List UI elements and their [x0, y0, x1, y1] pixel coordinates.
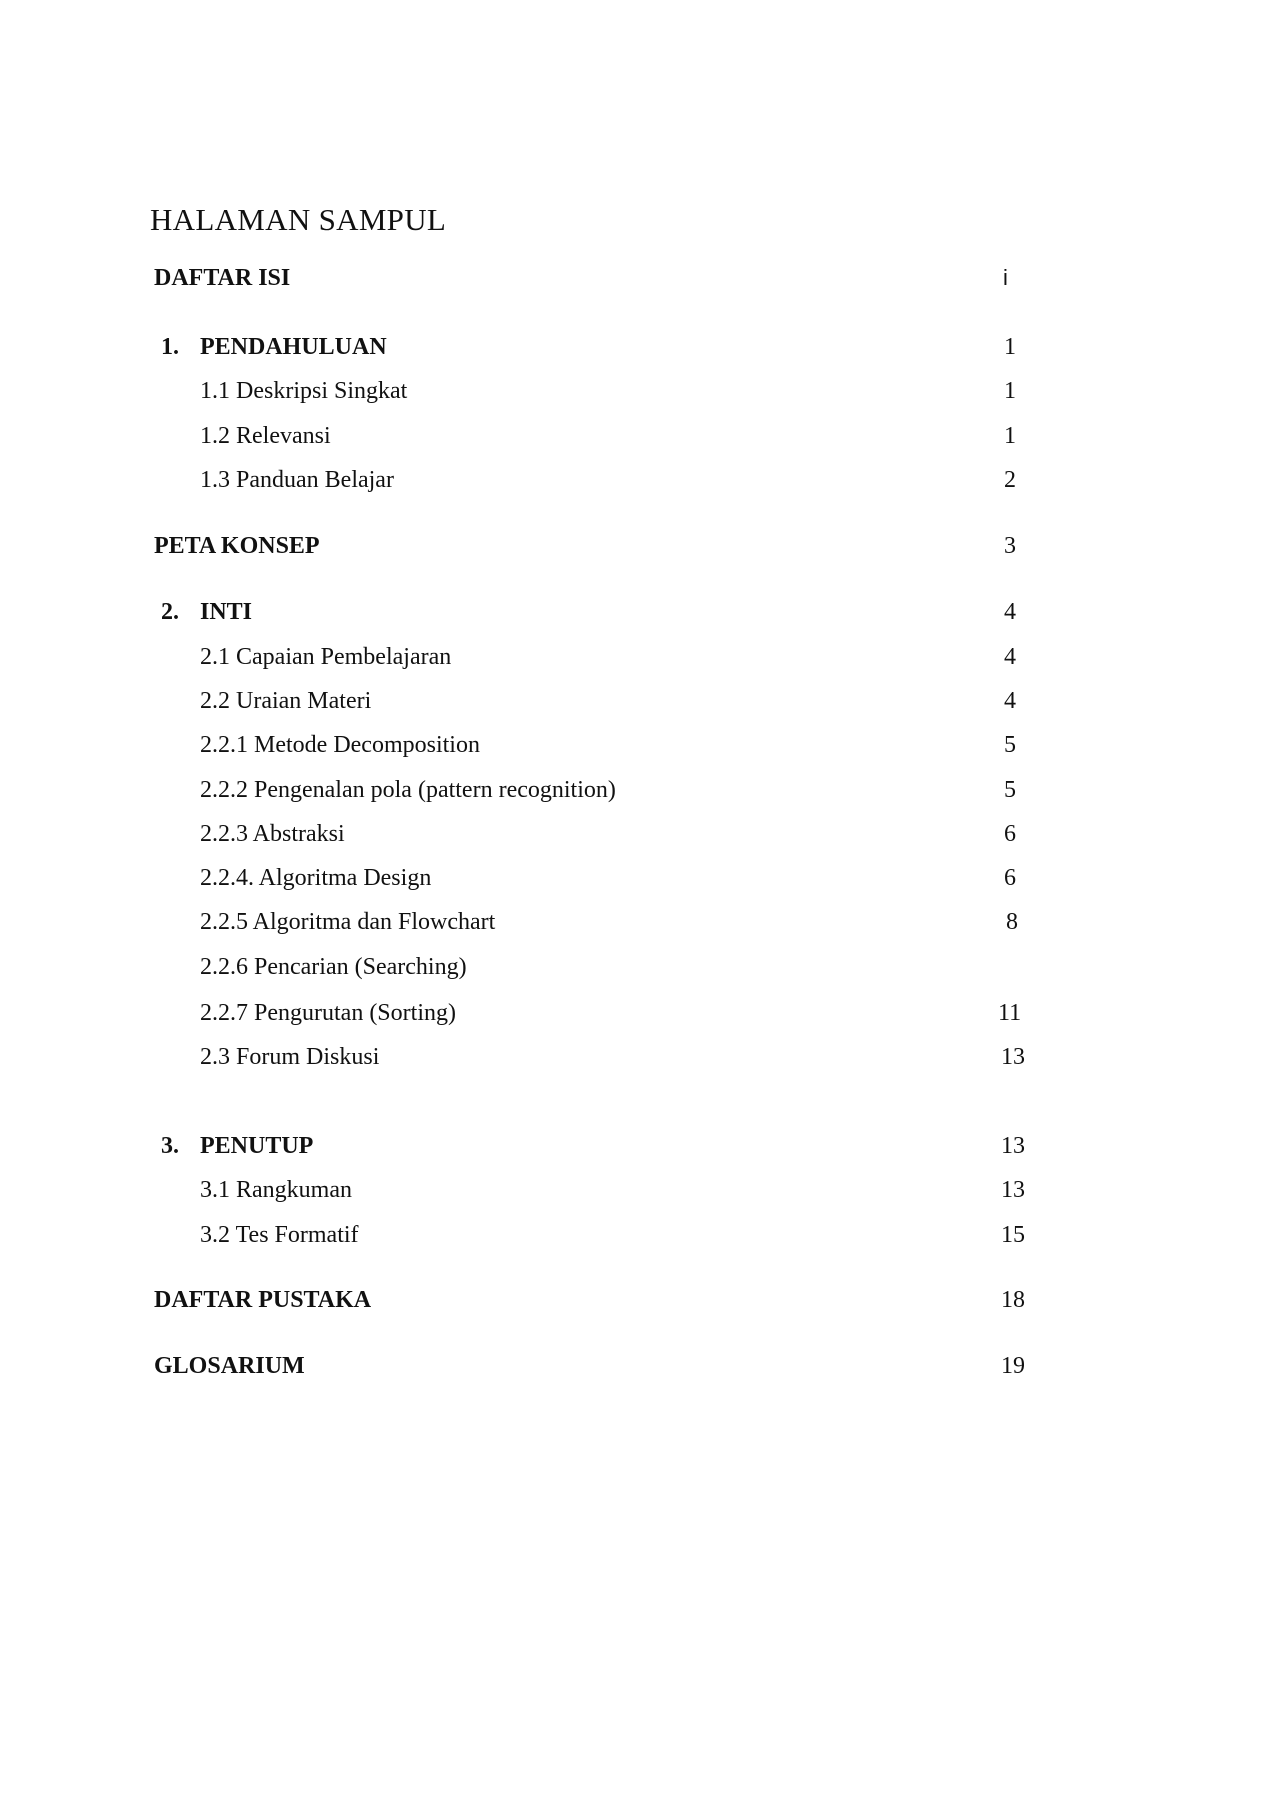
- toc-entry-label: PENUTUP: [200, 1133, 314, 1159]
- toc-entry[interactable]: [0, 1284, 1273, 1316]
- toc-entry-page-number: 18: [1001, 1287, 1025, 1313]
- toc-entry-page-number: 19: [1001, 1353, 1025, 1379]
- toc-entry-page-number: 6: [1004, 865, 1016, 891]
- toc-entry[interactable]: [0, 331, 1273, 363]
- toc-entry[interactable]: [0, 464, 1273, 496]
- toc-entry-label: 2.2.7 Pengurutan (Sorting): [200, 1000, 456, 1026]
- toc-entry-page-number: 4: [1004, 644, 1016, 670]
- toc-entry[interactable]: [0, 596, 1273, 628]
- toc-entry-label: 2.2.5 Algoritma dan Flowchart: [200, 909, 496, 935]
- toc-entry-label: INTI: [200, 599, 253, 625]
- toc-entry-page-number: 4: [1004, 688, 1016, 714]
- toc-entry-number: 2.: [161, 599, 179, 625]
- toc-entry-number: 3.: [161, 1133, 179, 1159]
- toc-entry-page-number: 1: [1004, 423, 1016, 449]
- toc-entry-page-number: 3: [1004, 533, 1016, 559]
- toc-entry-page-number: 11: [998, 1000, 1022, 1026]
- toc-entry-label: 1.2 Relevansi: [200, 423, 331, 449]
- toc-entry-page-number: 13: [1001, 1177, 1025, 1203]
- toc-entry-page-number: i: [1003, 265, 1008, 290]
- toc-entry-label: 2.2.4. Algoritma Design: [200, 865, 432, 891]
- toc-entry[interactable]: [0, 685, 1273, 717]
- toc-entry-label: 2.2.2 Pengenalan pola (pattern recognition): [200, 777, 616, 803]
- toc-entry-page-number: 15: [1001, 1222, 1025, 1248]
- toc-entry-page-number: 1: [1004, 378, 1016, 404]
- toc-entry-label: 1.1 Deskripsi Singkat: [200, 378, 408, 404]
- page-title: HALAMAN SAMPUL: [150, 202, 447, 237]
- toc-entry[interactable]: [0, 420, 1273, 452]
- toc-entry-label: 2.2.3 Abstraksi: [200, 821, 345, 847]
- toc-entry-label: PETA KONSEP: [154, 533, 320, 559]
- toc-entry[interactable]: [0, 951, 1273, 983]
- toc-entry-label: DAFTAR PUSTAKA: [154, 1287, 372, 1313]
- toc-entry-page-number: 13: [1001, 1133, 1025, 1159]
- toc-entry[interactable]: [0, 530, 1273, 562]
- toc-entry[interactable]: [0, 1174, 1273, 1206]
- toc-entry[interactable]: [0, 1350, 1273, 1382]
- toc-entry-label: PENDAHULUAN: [200, 334, 387, 360]
- toc-entry[interactable]: [0, 641, 1273, 673]
- toc-entry-label: 2.2.1 Metode Decomposition: [200, 732, 480, 758]
- toc-entry[interactable]: [0, 906, 1273, 938]
- toc-entry-label: 2.3 Forum Diskusi: [200, 1044, 380, 1070]
- toc-entry-label: 2.2 Uraian Materi: [200, 688, 372, 714]
- toc-entry-page-number: 6: [1004, 821, 1016, 847]
- toc-entry-label: 1.3 Panduan Belajar: [200, 467, 394, 493]
- toc-entry-page-number: 13: [1001, 1044, 1025, 1070]
- toc-entry-page-number: 8: [1006, 909, 1018, 935]
- toc-entry-label: 2.2.6 Pencarian (Searching): [200, 954, 467, 980]
- toc-entry-page-number: 2: [1004, 467, 1016, 493]
- toc-entry-page-number: 1: [1004, 334, 1016, 360]
- toc-entry[interactable]: [0, 862, 1273, 894]
- toc-entry[interactable]: [0, 818, 1273, 850]
- toc-entry[interactable]: [0, 729, 1273, 761]
- toc-entry-page-number: 5: [1004, 777, 1016, 803]
- toc-entry-number: 1.: [161, 334, 179, 360]
- toc-entry-label: DAFTAR ISI: [154, 265, 291, 291]
- toc-entry-label: GLOSARIUM: [154, 1353, 305, 1379]
- toc-entry[interactable]: [0, 1041, 1273, 1073]
- toc-entry[interactable]: [0, 1219, 1273, 1251]
- toc-entry[interactable]: [0, 1130, 1273, 1162]
- toc-entry[interactable]: [0, 997, 1273, 1029]
- toc-entry[interactable]: [0, 774, 1273, 806]
- toc-entry-label: 3.2 Tes Formatif: [200, 1222, 359, 1248]
- toc-entry[interactable]: [0, 375, 1273, 407]
- toc-entry-page-number: 5: [1004, 732, 1016, 758]
- toc-entry-label: 2.1 Capaian Pembelajaran: [200, 644, 452, 670]
- toc-entry[interactable]: [0, 262, 1273, 294]
- toc-entry-label: 3.1 Rangkuman: [200, 1177, 352, 1203]
- toc-entry-page-number: 4: [1004, 599, 1016, 625]
